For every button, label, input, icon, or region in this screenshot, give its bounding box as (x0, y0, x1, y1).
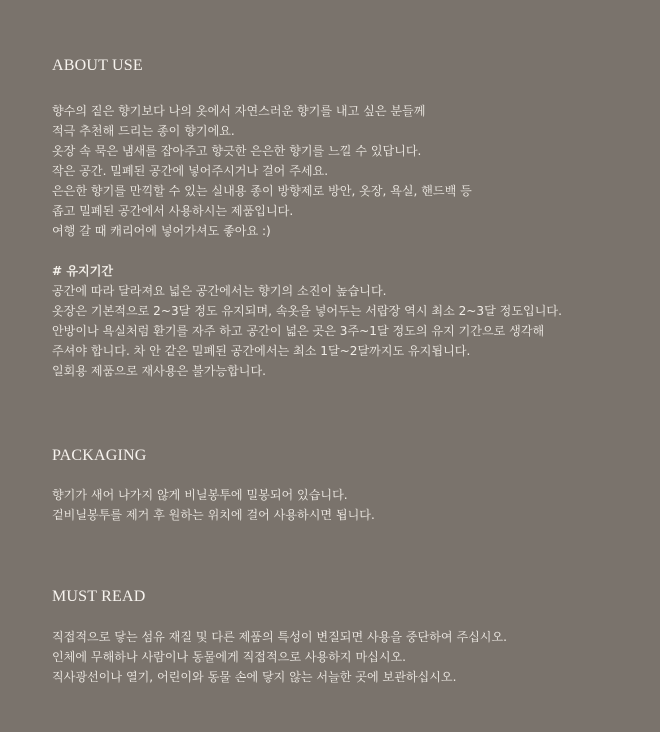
must-read-line: 인체에 무해하나 사람이나 동물에게 직접적으로 사용하지 마십시오. (52, 650, 407, 664)
about-use-title: ABOUT USE (52, 57, 143, 74)
duration-line: 공간에 따라 달라져요 넓은 공간에서는 향기의 소진이 높습니다. (52, 284, 387, 298)
about-line: 적극 추천해 드리는 종이 향기에요. (52, 124, 235, 138)
about-line: 작은 공간. 밀폐된 공간에 넣어주시거나 걸어 주세요. (52, 164, 329, 178)
packaging-title: PACKAGING (52, 447, 147, 464)
about-line: 옷장 속 묵은 냄새를 잡아주고 향긋한 은은한 향기를 느낄 수 있답니다. (52, 144, 422, 158)
must-read-section (52, 587, 640, 687)
duration-line: 옷장은 기본적으로 2~3달 정도 유지되며, 속옷을 넣어두는 서랍장 역시 최소 2~3달 정도입니다. (52, 304, 562, 318)
duration-line: 일회용 제품으로 재사용은 불가능합니다. (52, 364, 266, 378)
packaging-paragraph (52, 485, 640, 525)
must-read-line: 직사광선이나 열기, 어린이와 동물 손에 닿지 않는 서늘한 곳에 보관하십시오. (52, 670, 457, 684)
about-line: 향수의 짙은 향기보다 나의 옷에서 자연스러운 향기를 내고 싶은 분들께 (52, 104, 426, 118)
duration-line: 주셔야 합니다. 차 안 같은 밀폐된 공간에서는 최소 1달~2달까지도 유지됩니다. (52, 344, 471, 358)
about-line: 은은한 향기를 만끽할 수 있는 실내용 종이 방향제로 방안, 옷장, 욕실, 핸드백 등 (52, 184, 472, 198)
must-read-paragraph (52, 627, 640, 687)
packaging-section (52, 446, 640, 525)
about-line: 여행 갈 때 캐리어에 넣어가셔도 좋아요 :) (52, 224, 271, 238)
duration-paragraph (52, 281, 640, 381)
duration-line: 안방이나 욕실처럼 환기를 자주 하고 공간이 넓은 곳은 3주~1달 정도의 유지 기간으로 생각해 (52, 324, 545, 338)
about-use-section (52, 56, 640, 381)
about-line: 좁고 밀폐된 공간에서 사용하시는 제품입니다. (52, 204, 294, 218)
duration-heading: # 유지기간 (52, 264, 114, 278)
packaging-line: 향기가 새어 나가지 않게 비닐봉투에 밀봉되어 있습니다. (52, 488, 348, 502)
must-read-title: MUST READ (52, 588, 146, 605)
about-use-paragraph (52, 101, 640, 241)
must-read-line: 직접적으로 닿는 섬유 재질 및 다른 제품의 특성이 변질되면 사용을 중단하여 주십시오. (52, 630, 508, 644)
packaging-line: 겉비닐봉투를 제거 후 원하는 위치에 걸어 사용하시면 됩니다. (52, 508, 375, 522)
